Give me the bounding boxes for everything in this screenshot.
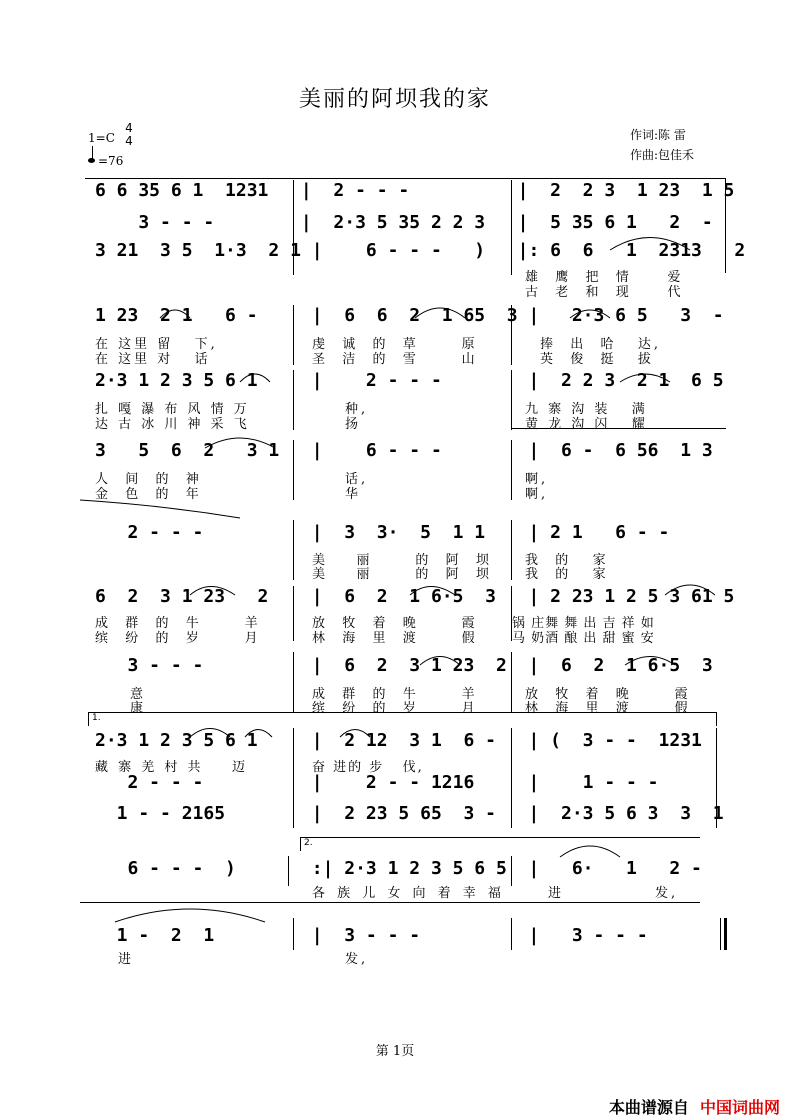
volta-label-2: 2.	[304, 838, 313, 848]
slur-arc	[625, 657, 675, 666]
lyric-line: 藏 寨 羌 村 共 迈	[95, 760, 249, 775]
lyric-line: 放 牧 着 晚 霞	[312, 616, 478, 631]
lyric-line: 马 奶酒 酿 出 甜 蜜 安	[512, 631, 655, 646]
time-denominator: 4	[125, 134, 133, 148]
lyric-line: 圣 洁 的 雪 山	[312, 352, 478, 367]
slur-arc	[415, 308, 465, 318]
composer-credit: 作曲:包佳禾	[630, 148, 695, 162]
lyric-line: 在 这里 留 下,	[95, 337, 218, 352]
lyric-line: 美 丽 的 阿 坝	[312, 553, 492, 568]
lyric-line: 英 俊 挺 拔	[540, 352, 654, 367]
slur-arc	[240, 374, 270, 382]
song-title: 美丽的阿坝我的家	[298, 87, 491, 112]
lyric-line: 康	[130, 701, 147, 716]
lyric-line: 九 寨 沟 装 满	[525, 402, 648, 417]
lyricist-credit: 作词:陈 雷	[630, 128, 686, 142]
lyric-line: 缤 纷 的 岁 月	[312, 701, 478, 716]
lyric-line: 雄 鹰 把 情 爱	[525, 270, 684, 285]
slur-arc	[560, 846, 620, 857]
slur-arc	[340, 730, 370, 738]
lyric-line: 啊,	[525, 487, 549, 502]
lyric-line: 放 牧 着 晚 霞	[525, 687, 691, 702]
lyric-line: 进	[118, 952, 135, 967]
notation-row-9: 3 - - - | 6 2 3 1 23 2 | 6 2 1 6·5 3	[95, 655, 713, 676]
lyric-line: 啊,	[525, 472, 549, 487]
slur-arc	[610, 238, 690, 251]
lyric-line: 捧 出 哈 达,	[540, 337, 662, 352]
lyric-line: 林 海 里 渡 假	[312, 631, 478, 646]
notation-row-11: 2 - - - | 2 - - 1216 | 1 - - -	[95, 772, 659, 793]
notation-row-2: 3 - - - | 2·3 5 35 2 2 3 | 5 35 6 1 2 -	[95, 212, 713, 233]
notation-row-8: 6 2 3 1 23 2 | 6 2 1 6·5 3 | 2 23 1 2 5 3 61 5	[95, 586, 735, 607]
source-credit	[609, 1095, 780, 1118]
time-numerator: 4	[125, 121, 133, 135]
lyric-line: 扬	[345, 417, 362, 432]
lyric-line: 达 古 冰 川 神 采 飞	[95, 417, 250, 432]
lyric-line: 成 群 的 牛 羊	[312, 687, 478, 702]
lyric-line: 黄 龙 沟 闪 耀	[525, 417, 648, 432]
lyric-line: 奋 进的 步 伐,	[312, 760, 424, 775]
lyric-line: 在 这里 对 话	[95, 352, 211, 367]
lyric-line: 美 丽 的 阿 坝	[312, 567, 492, 582]
notation-row-7: 2 - - - | 3 3· 5 1 1 | 2 1 6 - -	[95, 522, 670, 543]
lyric-line: 华	[345, 487, 362, 502]
slur-arc	[570, 310, 610, 318]
lyric-line: 进	[548, 886, 565, 901]
tempo-marking: =76	[98, 154, 124, 168]
lyric-line: 金 色 的 年	[95, 487, 202, 502]
slur-arc	[245, 730, 272, 738]
slur-arc	[410, 587, 455, 596]
slur-arc	[665, 585, 715, 595]
slur-arc	[160, 310, 190, 318]
lyric-line: 扎 嘎 瀑 布 风 情 万	[95, 402, 250, 417]
lyric-line: 发,	[655, 886, 679, 901]
notation-row-13: 6 - - - ) :| 2·3 1 2 3 5 6 5 | 6· 1 2 -	[95, 858, 702, 879]
slur-arc	[205, 438, 275, 448]
lyric-line: 古 老 和 现 代	[525, 285, 684, 300]
lyric-line: 我 的 家	[525, 553, 609, 568]
lyric-line: 虔 诚 的 草 原	[312, 337, 478, 352]
slur-arc	[190, 729, 230, 738]
notation-row-3: 3 21 3 5 1·3 2 1 | 6 - - - ) |: 6 6 1 2313 2	[95, 240, 746, 261]
notation-row-10: 2·3 1 2 3 5 6 1 | 2 12 3 1 6 - | ( 3 - - 1231	[95, 730, 702, 751]
source-credit-text: 本曲谱源自	[608, 1098, 689, 1117]
site-name[interactable]: 中国词曲网	[699, 1098, 780, 1117]
slur-arc	[115, 909, 265, 922]
key-signature: 1=C	[88, 131, 115, 145]
notation-row-5: 2·3 1 2 3 5 6 1 | 2 - - - | 2 2 3 2 1 6 5	[95, 370, 724, 391]
page-number: 第 1页	[375, 1044, 415, 1059]
lyric-line: 林 海 里 渡 假	[525, 701, 691, 716]
slur-arc	[420, 657, 460, 666]
notation-row-12: 1 - - 2165 | 2 23 5 65 3 - | 2·3 5 6 3 3 1	[95, 803, 724, 824]
lyric-line: 意	[130, 687, 147, 702]
lyric-line: 发,	[345, 952, 369, 967]
slur-arc	[80, 500, 240, 518]
notation-row-1: 6 6 35 6 1 1231 | 2 - - - | 2 2 3 1 23 1 5	[95, 180, 735, 201]
lyric-line: 我 的 家	[525, 567, 609, 582]
lyric-line: 成 群 的 牛 羊	[95, 616, 261, 631]
lyric-line: 种,	[345, 402, 369, 417]
slur-arc	[190, 587, 235, 596]
notation-row-6: 3 5 6 2 3 1 | 6 - - - | 6 - 6 56 1 3	[95, 440, 713, 461]
slur-arc	[620, 374, 670, 382]
notation-row-14: 1 - 2 1 | 3 - - - | 3 - - -	[95, 925, 648, 946]
lyric-line: 缤 纷 的 岁 月	[95, 631, 261, 646]
volta-label-1: 1.	[92, 713, 101, 723]
lyric-line: 各 族 儿 女 向 着 幸 福	[312, 886, 505, 901]
notation-row-4: 1 23 2 1 6 - | 6 6 2 1 65 3 | 2·3 6 5 3 -	[95, 305, 724, 326]
lyric-line: 人 间 的 神	[95, 472, 202, 487]
lyric-line: 锅 庄舞 舞 出 吉 祥 如	[512, 616, 655, 631]
lyric-line: 话,	[345, 472, 369, 487]
